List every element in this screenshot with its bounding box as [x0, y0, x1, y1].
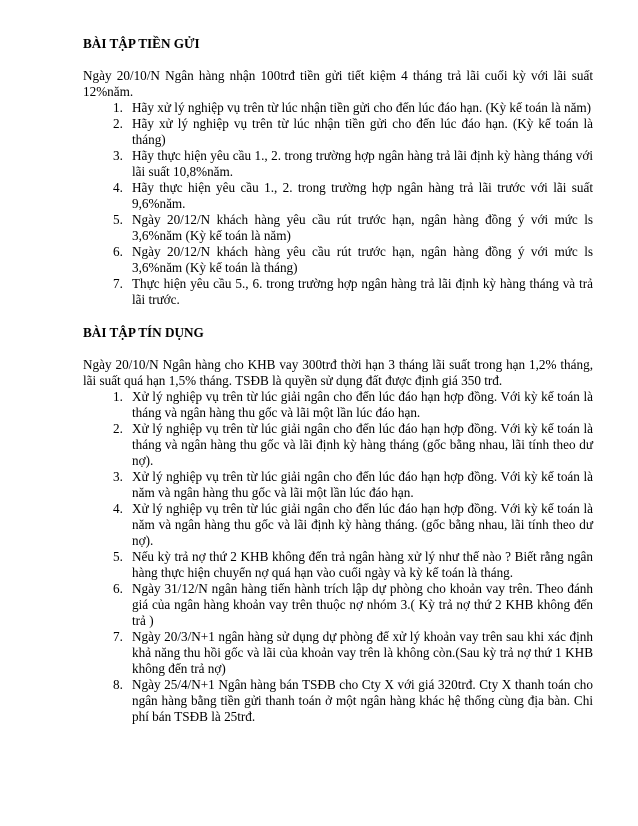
section-title-credit: BÀI TẬP TÍN DỤNG — [83, 325, 204, 340]
credit-item-text: Nếu kỳ trả nợ thứ 2 KHB không đến trả ngân hàng xử lý như thế nào ? Biết rằng ngân hàng thực hiện chuyển nợ quá hạn vào cuối ngày và kỳ kế toán là tháng. — [132, 549, 593, 580]
deposit-item-5: 5. Ngày 20/12/N khách hàng yêu cầu rút trước hạn, ngân hàng đồng ý với mức ls 3,6%năm (Kỳ kế toán là năm) — [113, 212, 593, 243]
deposit-item-text: Hãy thực hiện yêu cầu 1., 2. trong trường hợp ngân hàng trả lãi trước với lãi suất 9,6%năm. — [132, 180, 593, 211]
deposit-item-2: 2. Hãy xử lý nghiệp vụ trên từ lúc nhận tiền gửi cho đến lúc đáo hạn. (Kỳ kế toán là tháng) — [113, 116, 593, 147]
deposit-item-7: 7. Thực hiện yêu cầu 5., 6. trong trường hợp ngân hàng trả lãi định kỳ hàng tháng và trả lãi trước. — [113, 276, 593, 307]
credit-item-4: 4. Xử lý nghiệp vụ trên từ lúc giải ngân cho đến lúc đáo hạn hợp đồng. Với kỳ kế toán là năm và ngân hàng thu gốc và lãi định kỳ hàng tháng. (gốc bằng nhau, lãi tính theo dư nợ). — [113, 501, 593, 548]
credit-item-text: Ngày 25/4/N+1 Ngân hàng bán TSĐB cho Cty X với giá 320trđ. Cty X thanh toán cho ngân hàng bằng tiền gửi thanh toán ở một ngân hàng khác hệ thống cùng địa bàn. Chi phí bán TSĐB là 25trđ. — [132, 677, 593, 724]
credit-item-text: Xử lý nghiệp vụ trên từ lúc giải ngân cho đến lúc đáo hạn hợp đồng. Với kỳ kế toán là tháng và ngân hàng thu gốc và lãi một lần lúc đáo hạn. — [132, 389, 593, 420]
credit-item-text: Ngày 20/3/N+1 ngân hàng sử dụng dự phòng để xử lý khoản vay trên sau khi xác định khả năng thu hồi gốc và lãi của khoản vay trên là không còn.(Sau kỳ trả nợ thứ 1 KHB không đến trả nợ) — [132, 629, 593, 676]
credit-item-8: 8. Ngày 25/4/N+1 Ngân hàng bán TSĐB cho Cty X với giá 320trđ. Cty X thanh toán cho ngân hàng bằng tiền gửi thanh toán ở một ngân hàng khác hệ thống cùng địa bàn. Chi phí bán TSĐB là 25trđ. — [113, 677, 593, 724]
credit-item-2: 2. Xử lý nghiệp vụ trên từ lúc giải ngân cho đến lúc đáo hạn hợp đồng. Với kỳ kế toán là tháng và ngân hàng thu gốc và lãi định kỳ hàng tháng (gốc bằng nhau, lãi tính theo dư nợ). — [113, 421, 593, 468]
credit-item-6: 6. Ngày 31/12/N ngân hàng tiến hành trích lập dự phòng cho khoản vay trên. Theo đánh giá của ngân hàng khoản vay trên thuộc nợ nhóm 3.( Kỳ trả nợ thứ 2 KHB không đến trả ) — [113, 581, 593, 628]
credit-item-7: 7. Ngày 20/3/N+1 ngân hàng sử dụng dự phòng để xử lý khoản vay trên sau khi xác định khả năng thu hồi gốc và lãi của khoản vay trên là không còn.(Sau kỳ trả nợ thứ 1 KHB không đến trả nợ) — [113, 629, 593, 676]
credit-item-5: 5. Nếu kỳ trả nợ thứ 2 KHB không đến trả ngân hàng xử lý như thế nào ? Biết rằng ngân hàng thực hiện chuyển nợ quá hạn vào cuối ngày và kỳ kế toán là tháng. — [113, 549, 593, 580]
credit-item-text: Xử lý nghiệp vụ trên từ lúc giải ngân cho đến lúc đáo hạn hợp đồng. Với kỳ kế toán là năm và ngân hàng thu gốc và lãi định kỳ hàng tháng. (gốc bằng nhau, lãi tính theo dư nợ). — [132, 501, 593, 548]
deposit-item-text: Hãy xử lý nghiệp vụ trên từ lúc nhận tiền gửi cho đến lúc đáo hạn. (Kỳ kế toán là năm) — [132, 100, 592, 115]
deposit-item-4: 4. Hãy thực hiện yêu cầu 1., 2. trong trường hợp ngân hàng trả lãi trước với lãi suất 9,6%năm. — [113, 180, 593, 211]
credit-item-text: Xử lý nghiệp vụ trên từ lúc giải ngân cho đến lúc đáo hạn hợp đồng. Với kỳ kế toán là năm và ngân hàng thu gốc và lãi một lần lúc đáo hạn. — [132, 469, 593, 500]
document-page — [83, 36, 593, 725]
deposit-item-6: 6. Ngày 20/12/N khách hàng yêu cầu rút trước hạn, ngân hàng đồng ý với mức ls 3,6%năm (Kỳ kế toán là tháng) — [113, 244, 593, 275]
deposit-intro-paragraph: Ngày 20/10/N Ngân hàng nhận 100trđ tiền gửi tiết kiệm 4 tháng trả lãi cuối kỳ với lãi suất 12%năm. — [83, 68, 593, 99]
deposit-item-text: Ngày 20/12/N khách hàng yêu cầu rút trước hạn, ngân hàng đồng ý với mức ls 3,6%năm (Kỳ kế toán là năm) — [132, 212, 593, 243]
credit-exercise-list — [83, 389, 593, 725]
deposit-item-1: 1. Hãy xử lý nghiệp vụ trên từ lúc nhận tiền gửi cho đến lúc đáo hạn. (Kỳ kế toán là năm) — [113, 100, 592, 115]
credit-item-text: Xử lý nghiệp vụ trên từ lúc giải ngân cho đến lúc đáo hạn hợp đồng. Với kỳ kế toán là tháng và ngân hàng thu gốc và lãi định kỳ hàng tháng (gốc bằng nhau, lãi tính theo dư nợ). — [132, 421, 593, 468]
credit-item-3: 3. Xử lý nghiệp vụ trên từ lúc giải ngân cho đến lúc đáo hạn hợp đồng. Với kỳ kế toán là năm và ngân hàng thu gốc và lãi một lần lúc đáo hạn. — [113, 469, 593, 500]
deposit-item-text: Thực hiện yêu cầu 5., 6. trong trường hợp ngân hàng trả lãi định kỳ hàng tháng và trả lãi trước. — [132, 276, 593, 307]
spacer — [83, 52, 593, 68]
spacer — [83, 341, 593, 357]
credit-item-text: Ngày 31/12/N ngân hàng tiến hành trích lập dự phòng cho khoản vay trên. Theo đánh giá của ngân hàng khoản vay trên thuộc nợ nhóm 3.( Kỳ trả nợ thứ 2 KHB không đến trả ) — [132, 581, 593, 628]
credit-intro-paragraph: Ngày 20/10/N Ngân hàng cho KHB vay 300trđ thời hạn 3 tháng lãi suất trong hạn 1,2% tháng, lãi suất quá hạn 1,5% tháng. TSĐB là quyền sử dụng đất được định giá 350 trđ. — [83, 357, 593, 388]
deposit-item-text: Hãy thực hiện yêu cầu 1., 2. trong trường hợp ngân hàng trả lãi định kỳ hàng tháng với lãi suất 10,8%năm. — [132, 148, 593, 179]
deposit-item-3: 3. Hãy thực hiện yêu cầu 1., 2. trong trường hợp ngân hàng trả lãi định kỳ hàng tháng với lãi suất 10,8%năm. — [113, 148, 593, 179]
credit-item-1: 1. Xử lý nghiệp vụ trên từ lúc giải ngân cho đến lúc đáo hạn hợp đồng. Với kỳ kế toán là tháng và ngân hàng thu gốc và lãi một lần lúc đáo hạn. — [113, 389, 593, 420]
deposit-exercise-list — [83, 100, 593, 308]
deposit-item-text: Hãy xử lý nghiệp vụ trên từ lúc nhận tiền gửi cho đến lúc đáo hạn. (Kỳ kế toán là tháng) — [132, 116, 593, 147]
deposit-item-text: Ngày 20/12/N khách hàng yêu cầu rút trước hạn, ngân hàng đồng ý với mức ls 3,6%năm (Kỳ kế toán là tháng) — [132, 244, 593, 275]
section-title-deposit: BÀI TẬP TIỀN GỬI — [83, 36, 200, 51]
